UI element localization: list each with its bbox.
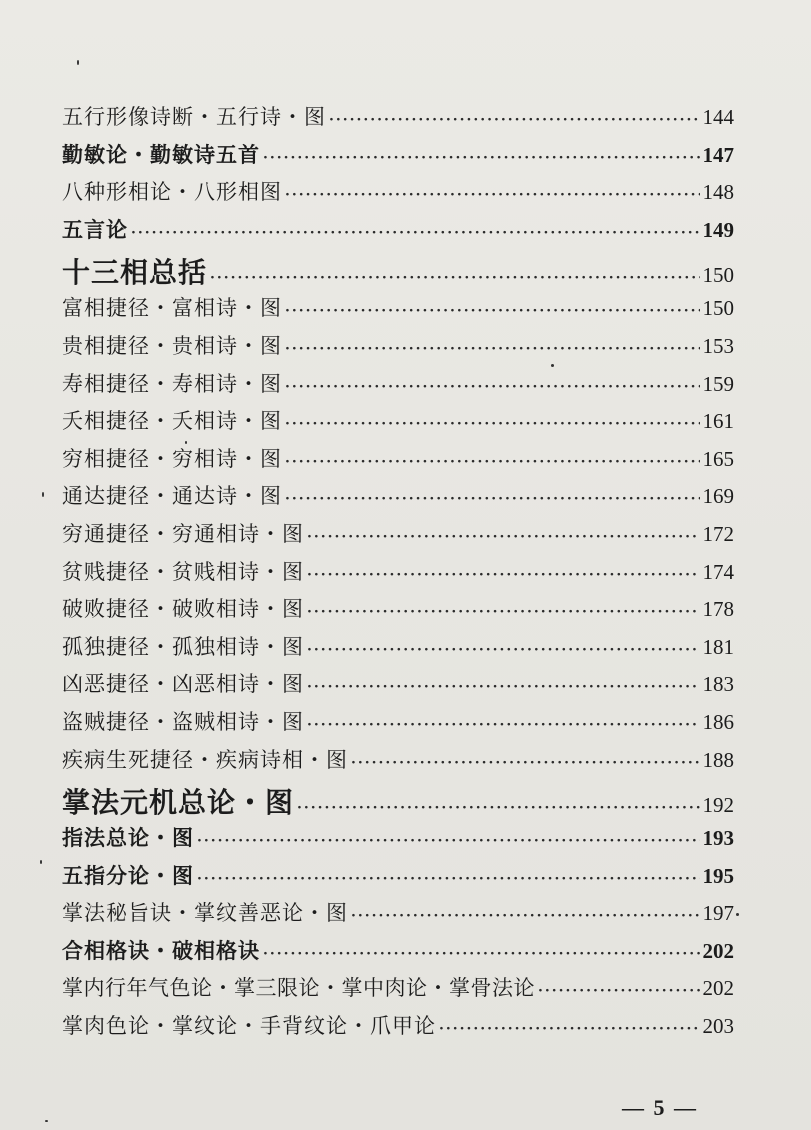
toc-entry [62, 443, 734, 481]
toc-entry [62, 518, 734, 556]
print-speck [736, 913, 739, 916]
dot-leader [263, 150, 700, 166]
toc-entry-page: 186 [702, 709, 734, 734]
toc-entry-page: 169 [702, 484, 734, 509]
toc-entry-title: 富相捷径・富相诗・图 [62, 296, 282, 321]
toc-entry-page: 165 [702, 446, 734, 471]
toc-entry-page: 153 [702, 333, 734, 358]
dot-leader [285, 416, 700, 432]
print-speck [77, 60, 79, 65]
toc-entry-page: 148 [702, 180, 734, 205]
toc-entry-title: 穷通捷径・穷通相诗・图 [62, 521, 304, 546]
dot-leader [351, 908, 700, 924]
toc-entry [62, 405, 734, 443]
print-speck [42, 492, 44, 497]
toc-entry-page: 161 [702, 409, 734, 434]
toc-entry-title: 寿相捷径・寿相诗・图 [62, 371, 282, 396]
dot-leader [285, 187, 700, 203]
toc-entry [62, 330, 734, 368]
toc-entry [62, 368, 734, 406]
dot-leader [285, 303, 700, 319]
toc-entry-title: 勤敏论・勤敏诗五首 [62, 141, 260, 167]
toc-entry-title: 掌法元机总论・图 [62, 786, 295, 820]
toc-entry-page: 150 [702, 263, 734, 288]
toc-entry-page: 193 [702, 826, 734, 851]
print-speck [185, 441, 187, 444]
page-number-footer: — 5 — [622, 1095, 698, 1120]
toc-entry [62, 101, 734, 139]
dot-leader [307, 604, 700, 620]
dot-leader [307, 642, 700, 658]
toc-entry [62, 744, 734, 782]
toc-entry-page: 195 [702, 863, 734, 888]
toc-entry [62, 706, 734, 744]
toc-entry-page: 159 [702, 371, 734, 396]
toc-section-heading [62, 781, 734, 822]
dot-leader [197, 833, 700, 849]
dot-leader [285, 454, 700, 470]
toc-entry-page: 197 [702, 901, 734, 926]
toc-entry-page: 150 [702, 296, 734, 321]
print-speck [45, 1120, 48, 1122]
toc-entry-title: 凶恶捷径・凶恶相诗・图 [62, 672, 304, 697]
toc-entry [62, 972, 734, 1010]
toc-entry [62, 593, 734, 631]
toc-entry-title: 指法总论・图 [62, 825, 194, 851]
toc-entry-page: 174 [702, 559, 734, 584]
toc-entry [62, 897, 734, 935]
dot-leader [439, 1021, 700, 1037]
toc-entry [62, 214, 734, 252]
toc-entry-page: 183 [702, 672, 734, 697]
toc-entry-page: 203 [702, 1014, 734, 1039]
toc-entry [62, 1010, 734, 1048]
toc-entry-page: 178 [702, 597, 734, 622]
toc-entry-title: 十三相总括 [62, 256, 208, 290]
toc-entry-title: 掌法秘旨诀・掌纹善恶论・图 [62, 901, 348, 926]
dot-leader [329, 112, 700, 128]
toc-section-heading [62, 251, 734, 292]
toc-entry-title: 夭相捷径・夭相诗・图 [62, 409, 282, 434]
dot-leader [285, 341, 700, 357]
toc-entry-title: 贫贱捷径・贫贱相诗・图 [62, 559, 304, 584]
toc-entry-page: 202 [702, 938, 734, 963]
toc-entry-title: 穷相捷径・穷相诗・图 [62, 446, 282, 471]
toc-entry-title: 掌内行年气色论・掌三限论・掌中肉论・掌骨法论 [62, 976, 535, 1001]
toc-entry [62, 556, 734, 594]
dot-leader [351, 755, 700, 771]
dot-leader [285, 491, 700, 507]
toc-entry-page: 147 [702, 142, 734, 167]
toc-entry-title: 八种形相论・八形相图 [62, 180, 282, 205]
toc-entry-page: 188 [702, 747, 734, 772]
dot-leader [538, 983, 700, 999]
dot-leader [307, 567, 700, 583]
dot-leader [285, 379, 700, 395]
toc-entry [62, 631, 734, 669]
toc-entry-title: 五言论 [62, 216, 128, 242]
toc-entry-title: 掌肉色论・掌纹论・手背纹论・爪甲论 [62, 1014, 436, 1039]
dot-leader [307, 717, 700, 733]
toc-entry [62, 860, 734, 898]
toc-entry-title: 破败捷径・破败相诗・图 [62, 597, 304, 622]
dot-leader [131, 225, 700, 241]
dot-leader [297, 800, 699, 816]
toc-entry-page: 172 [702, 521, 734, 546]
toc-entry-title: 疾病生死捷径・疾病诗相・图 [62, 747, 348, 772]
dot-leader [307, 679, 700, 695]
toc-entry-title: 通达捷径・通达诗・图 [62, 484, 282, 509]
toc-entry-page: 144 [702, 105, 734, 129]
dot-leader [197, 871, 700, 887]
toc-entry [62, 292, 734, 330]
toc-entry-page: 202 [702, 976, 734, 1001]
dot-leader [210, 270, 699, 286]
toc-entry-title: 合相格诀・破相格诀 [62, 937, 260, 963]
toc-entry-page: 181 [702, 634, 734, 659]
toc-entry-page: 149 [702, 217, 734, 242]
toc-entry [62, 139, 734, 177]
toc-entry [62, 176, 734, 214]
toc-entry [62, 480, 734, 518]
print-speck [40, 860, 42, 864]
toc-entry-title: 五行形像诗断・五行诗・图 [62, 105, 326, 129]
table-of-contents [62, 101, 734, 1048]
toc-entry-title: 孤独捷径・孤独相诗・图 [62, 634, 304, 659]
toc-entry-page: 192 [702, 793, 734, 818]
print-speck [551, 364, 554, 367]
toc-entry [62, 935, 734, 973]
toc-entry [62, 822, 734, 860]
toc-entry [62, 668, 734, 706]
toc-entry-title: 五指分论・图 [62, 862, 194, 888]
dot-leader [263, 946, 700, 962]
toc-entry-title: 贵相捷径・贵相诗・图 [62, 333, 282, 358]
toc-entry-title: 盗贼捷径・盗贼相诗・图 [62, 709, 304, 734]
dot-leader [307, 529, 700, 545]
